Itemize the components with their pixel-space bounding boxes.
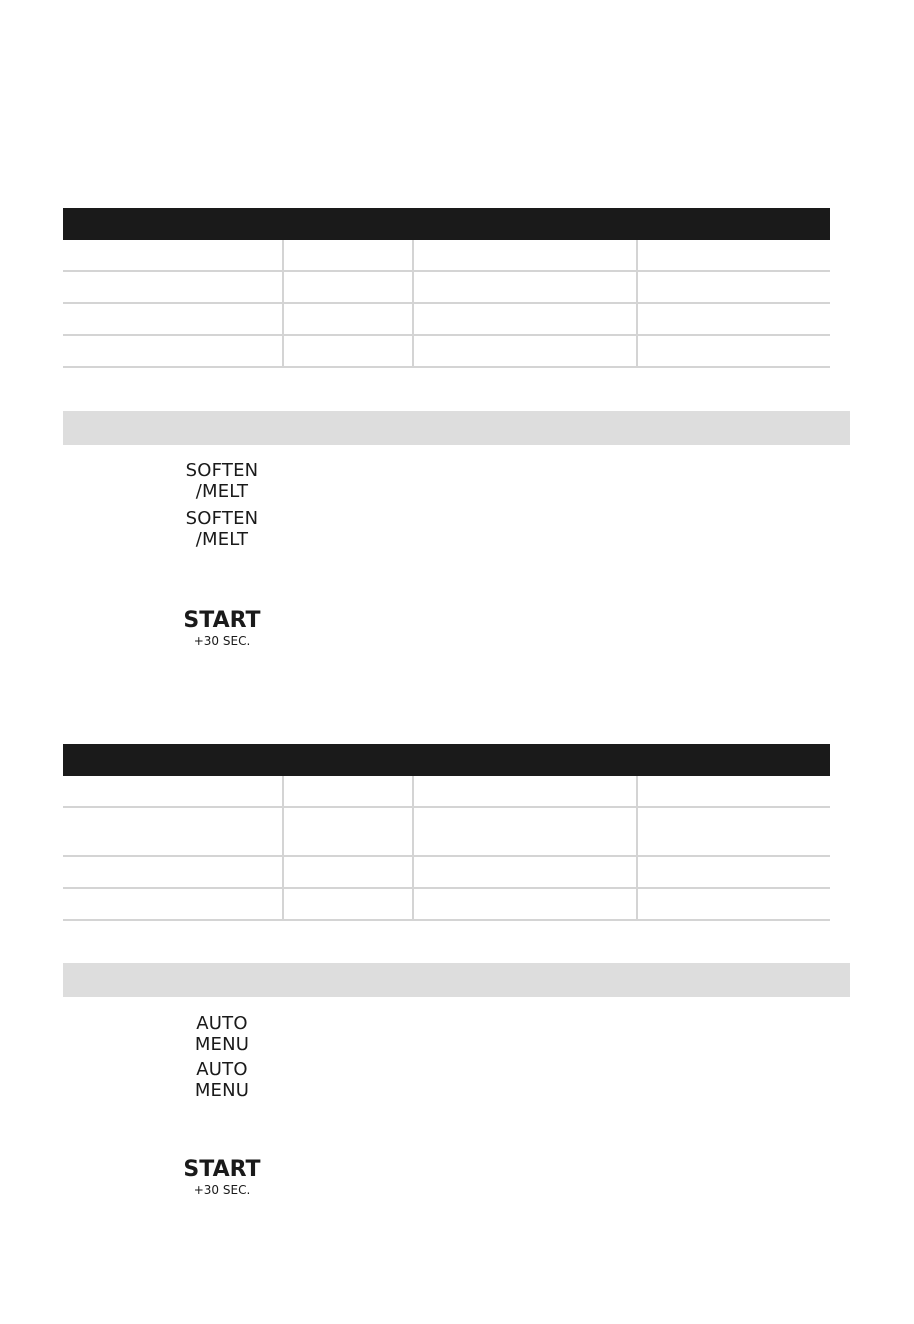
table-header-row: [63, 744, 830, 776]
table-cell: [63, 272, 280, 302]
table-cell: [412, 857, 636, 887]
table-header-cell: [636, 744, 830, 776]
start-key-sublabel: +30 SEC.: [193, 1183, 251, 1197]
table-cell: [282, 272, 412, 302]
table-cell: [63, 336, 280, 366]
key-label-line: /MELT: [195, 529, 249, 550]
table-row: [63, 304, 830, 336]
table-row: [63, 857, 830, 889]
table-cell: [63, 304, 280, 334]
table-cell: [636, 272, 832, 302]
table-cell: [282, 304, 412, 334]
soften-melt-key: [172, 508, 272, 550]
key-label-line: SOFTEN: [185, 508, 259, 529]
start-key: [172, 609, 272, 648]
table-header-cell: [63, 208, 280, 240]
table-header-cell: [63, 744, 280, 776]
table-cell: [63, 776, 280, 806]
table-header-cell: [412, 744, 634, 776]
table-row: [63, 336, 830, 368]
table-row: [63, 272, 830, 304]
section-bar: [63, 963, 850, 997]
key-label-line: AUTO: [196, 1059, 248, 1080]
start-key: [172, 1158, 272, 1197]
auto-menu-key: [172, 1013, 272, 1055]
table-cell: [636, 889, 832, 919]
start-key-label: START: [183, 608, 261, 633]
start-key-label: START: [183, 1157, 261, 1182]
table-header-cell: [282, 208, 410, 240]
table-header-row: [63, 208, 830, 240]
table-row: [63, 240, 830, 272]
table-cell: [282, 240, 412, 270]
soften-melt-key: [172, 460, 272, 502]
table-cell: [63, 889, 280, 919]
table-cell: [636, 857, 832, 887]
table-cell: [282, 336, 412, 366]
table-header-cell: [412, 208, 634, 240]
table-2: [63, 744, 830, 921]
table-header-cell: [636, 208, 830, 240]
table-cell: [282, 808, 412, 855]
section-bar: [63, 411, 850, 445]
auto-menu-key: [172, 1059, 272, 1101]
key-label-line: SOFTEN: [185, 460, 259, 481]
table-cell: [63, 240, 280, 270]
table-cell: [63, 808, 280, 855]
key-label-line: MENU: [194, 1080, 250, 1101]
table-cell: [636, 336, 832, 366]
table-cell: [636, 240, 832, 270]
key-label-line: AUTO: [196, 1013, 248, 1034]
table-row: [63, 808, 830, 857]
table-cell: [282, 857, 412, 887]
key-label-line: /MELT: [195, 481, 249, 502]
table-row: [63, 776, 830, 808]
table-cell: [412, 808, 636, 855]
table-cell: [412, 304, 636, 334]
table-cell: [412, 272, 636, 302]
table-header-cell: [282, 744, 410, 776]
table-cell: [412, 240, 636, 270]
start-key-sublabel: +30 SEC.: [193, 634, 251, 648]
table-cell: [282, 889, 412, 919]
table-cell: [636, 304, 832, 334]
table-cell: [636, 776, 832, 806]
table-1: [63, 208, 830, 368]
table-cell: [63, 857, 280, 887]
table-cell: [412, 889, 636, 919]
key-label-line: MENU: [194, 1034, 250, 1055]
table-cell: [282, 776, 412, 806]
table-row: [63, 889, 830, 921]
table-cell: [636, 808, 832, 855]
table-cell: [412, 776, 636, 806]
table-cell: [412, 336, 636, 366]
